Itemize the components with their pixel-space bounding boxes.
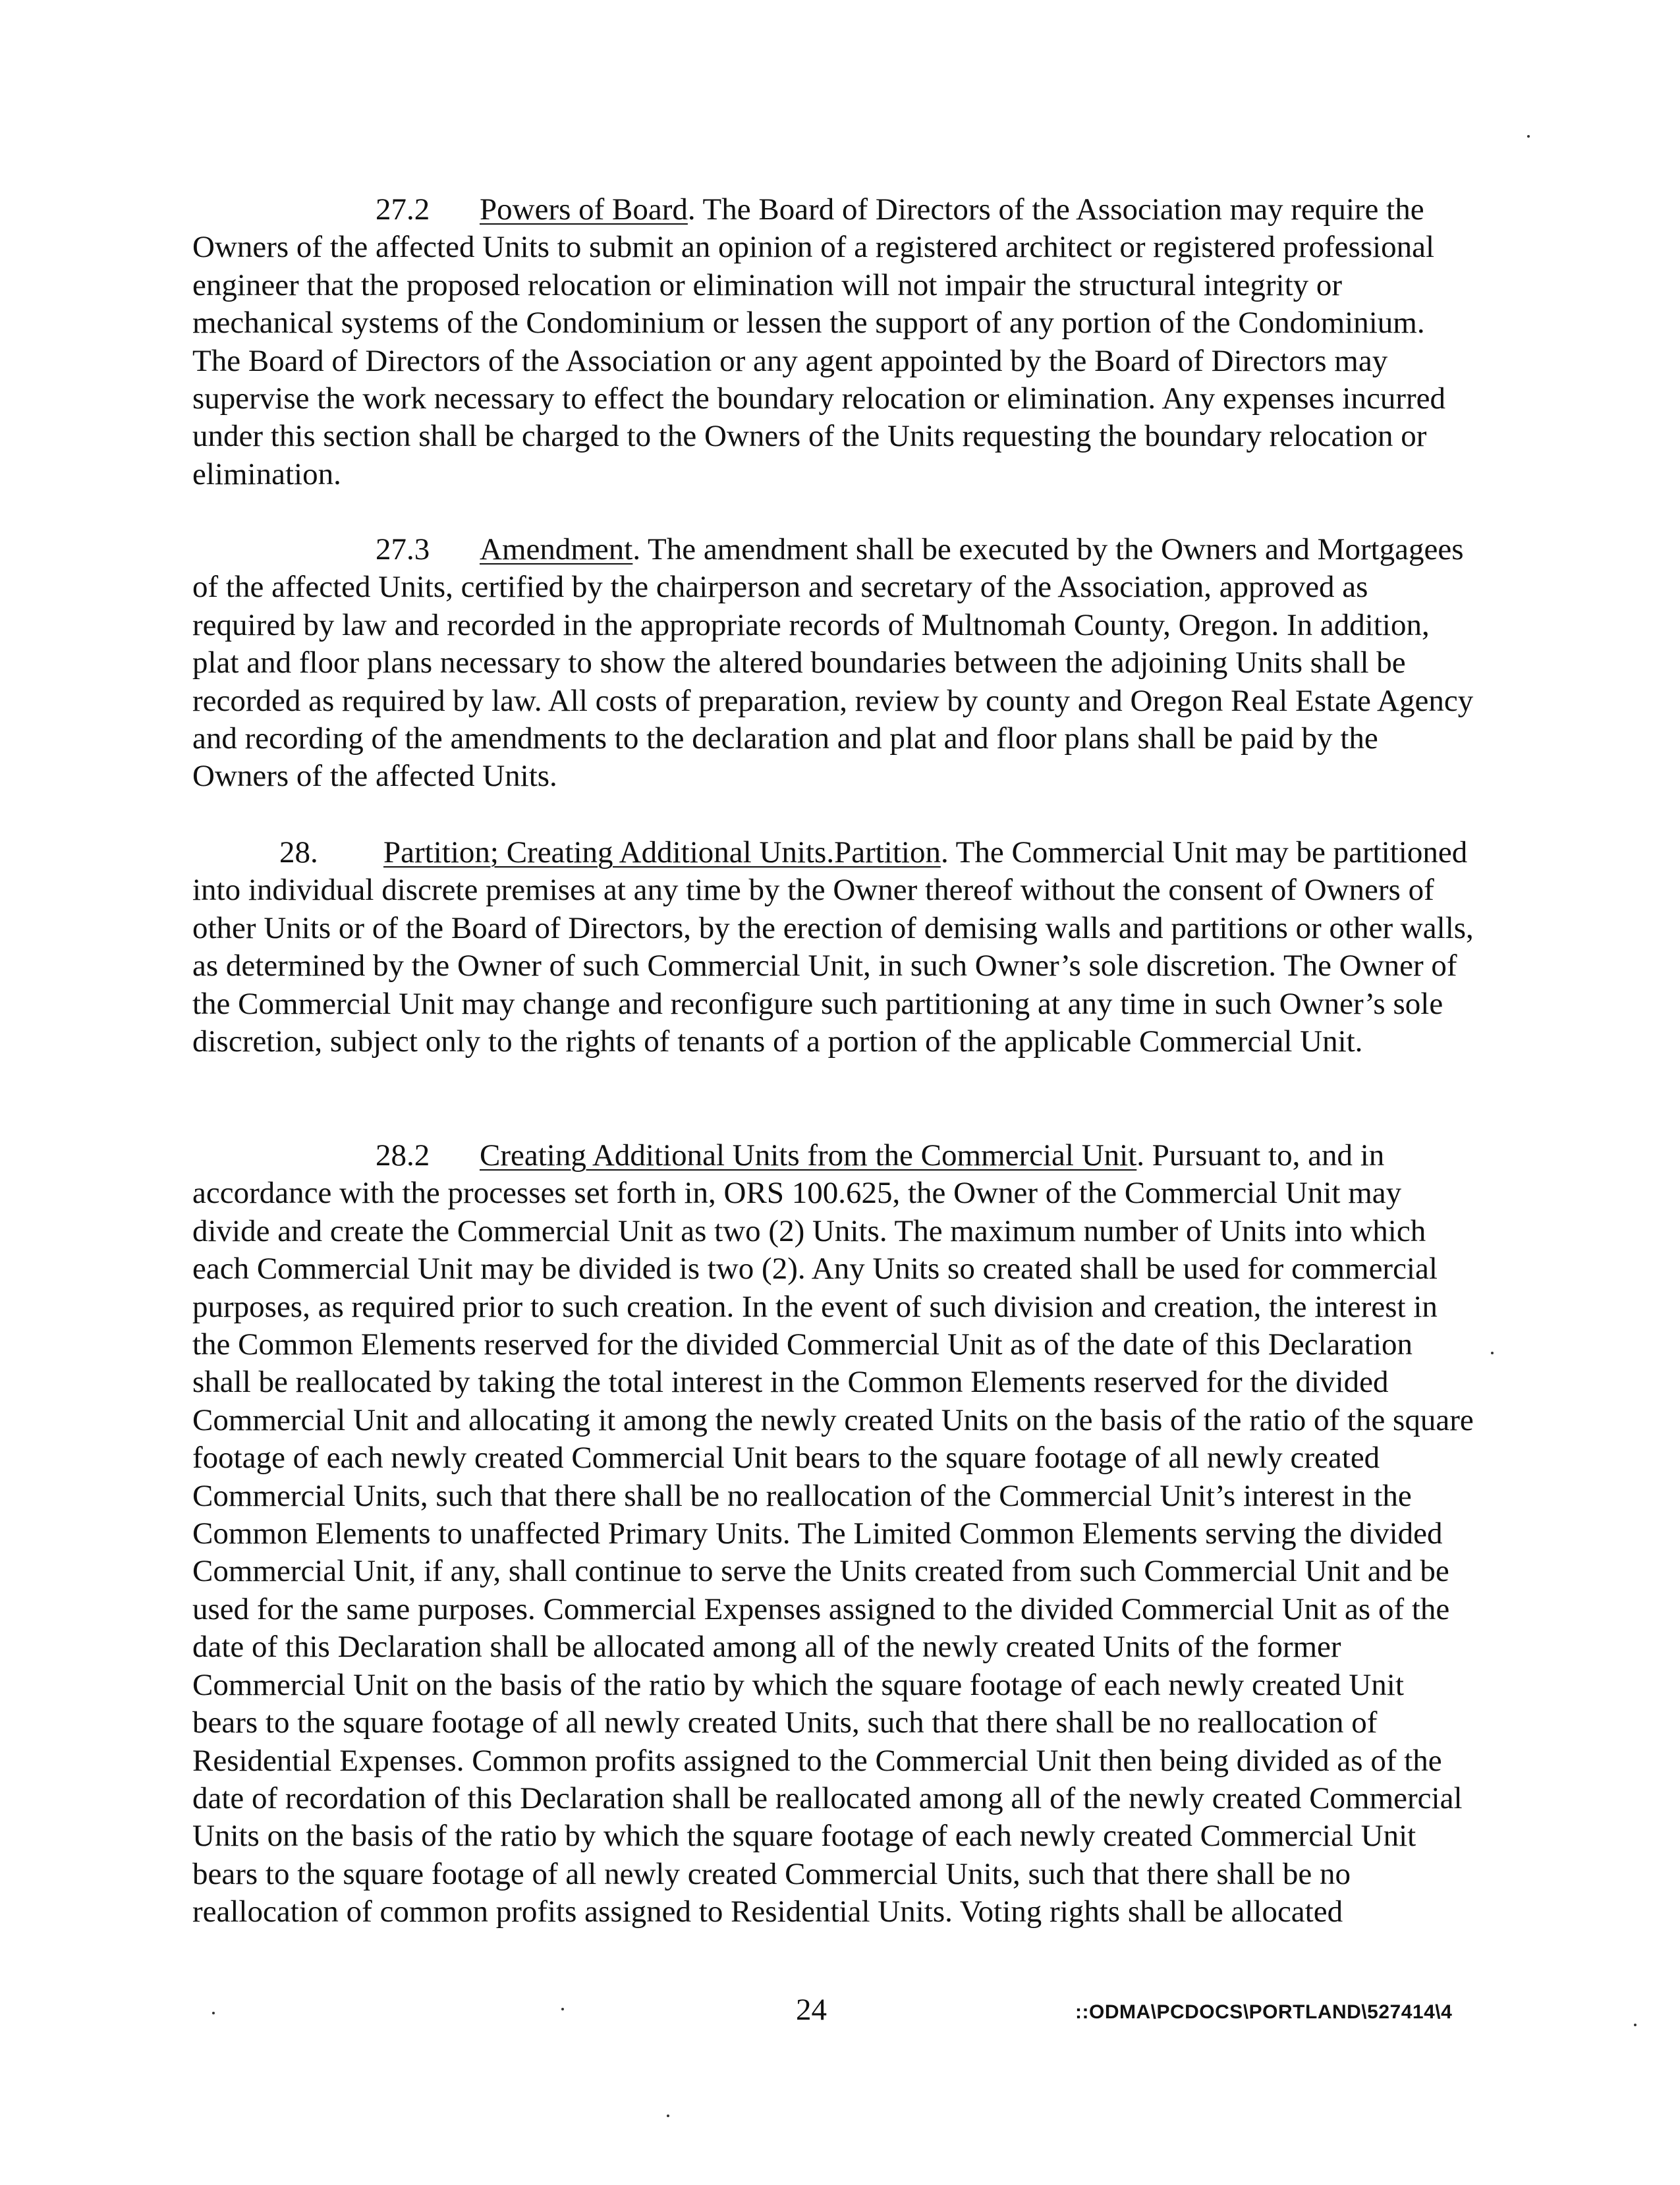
section-heading: Partition; Creating Additional Units.Partition <box>383 835 941 870</box>
section-heading: Powers of Board <box>480 192 688 227</box>
heading-punct: . <box>940 835 949 870</box>
section-28-2 <box>192 1137 1474 1931</box>
scan-speck <box>667 2115 669 2117</box>
scan-speck <box>212 2012 215 2014</box>
scan-speck <box>1634 2024 1637 2026</box>
section-27-2 <box>192 191 1474 493</box>
section-body: The Commercial Unit may be partitioned into individual discrete premises at any time by the Owner thereof without the consent of Owners of other Units or of the Board of Directors, by the erection of demising walls and partitions or other walls, as determined by the Owner of such Commercial Unit, in such Owner’s sole discretion. The Owner of the Commercial Unit may change and reconfigure such partitioning at any time in such Owner’s sole discretion, subject only to the rights of tenants of a portion of the applicable Commercial Unit. <box>192 835 1474 1059</box>
section-number: 27.3 <box>376 532 430 567</box>
heading-punct: . <box>1136 1138 1145 1173</box>
section-number: 28. <box>279 835 318 870</box>
heading-punct: . <box>687 192 696 227</box>
section-heading: Creating Additional Units from the Commercial Unit <box>480 1138 1137 1173</box>
scan-speck <box>1527 135 1530 138</box>
section-body: Pursuant to, and in accordance with the processes set forth in, ORS 100.625, the Owner of the Commercial Unit may divide and create the Commercial Unit as two (2) Units. The maximum number of Units into which each Commercial Unit may be divided is two (2). Any Units so created shall be used for commercial purposes, as required prior to such creation. In the event of such division and creation, the interest in the Common Elements reserved for the divided Commercial Unit as of the date of this Declaration shall be reallocated by taking the total interest in the Common Elements reserved for the divided Commercial Unit and allocating it among the newly created Units on the basis of the ratio of the square footage of each newly created Commercial Unit bears to the square footage of all newly created Commercial Units, such that there shall be no reallocation of the Commercial Unit’s interest in the Common Elements to unaffected Primary Units. The Limited Common Elements serving the divided Commercial Unit, if any, shall continue to serve the Units created from such Commercial Unit and be used for the same purposes. Commercial Expenses assigned to the divided Commercial Unit as of the date of this Declaration shall be allocated among all of the newly created Units of the former Commercial Unit on the basis of the ratio by which the square footage of each newly created Unit bears to the square footage of all newly created Units, such that there shall be no reallocation of Residential Expenses. Common profits assigned to the Commercial Unit then being divided as of the date of recordation of this Declaration shall be reallocated among all of the newly created Commercial Units on the basis of the ratio by which the square footage of each newly created Commercial Unit bears to the square footage of all newly created Commercial Units, such that there shall be no reallocation of common profits assigned to Residential Units. Voting rights shall be allocated <box>192 1138 1474 1929</box>
section-27-3 <box>192 531 1474 796</box>
heading-punct: . <box>632 532 641 567</box>
page-number: 24 <box>796 1993 827 2027</box>
section-number: 27.2 <box>376 192 430 227</box>
scan-speck <box>1491 1352 1494 1354</box>
document-id: ::ODMA\PCDOCS\PORTLAND\527414\4 <box>1075 2001 1453 2023</box>
section-heading: Amendment <box>480 532 633 567</box>
scan-speck <box>561 2008 564 2010</box>
section-28 <box>192 834 1474 1061</box>
section-body: The amendment shall be executed by the Owners and Mortgagees of the affected Units, certified by the chairperson and secretary of the Association, approved as required by law and recorded in the appropriate records of Multnomah County, Oregon. In addition, plat and floor plans necessary to show the altered boundaries between the adjoining Units shall be recorded as required by law. All costs of preparation, review by county and Oregon Real Estate Agency and recording of the amendments to the declaration and plat and floor plans shall be paid by the Owners of the affected Units. <box>192 532 1474 794</box>
section-body: The Board of Directors of the Association may require the Owners of the affected Units to submit an opinion of a registered architect or registered professional engineer that the proposed relocation or elimination will not impair the structural integrity or mechanical systems of the Condominium or lessen the support of any portion of the Condominium. The Board of Directors of the Association or any agent appointed by the Board of Directors may supervise the work necessary to effect the boundary relocation or elimination. Any expenses incurred under this section shall be charged to the Owners of the Units requesting the boundary relocation or elimination. <box>192 192 1446 491</box>
section-number: 28.2 <box>376 1138 430 1173</box>
